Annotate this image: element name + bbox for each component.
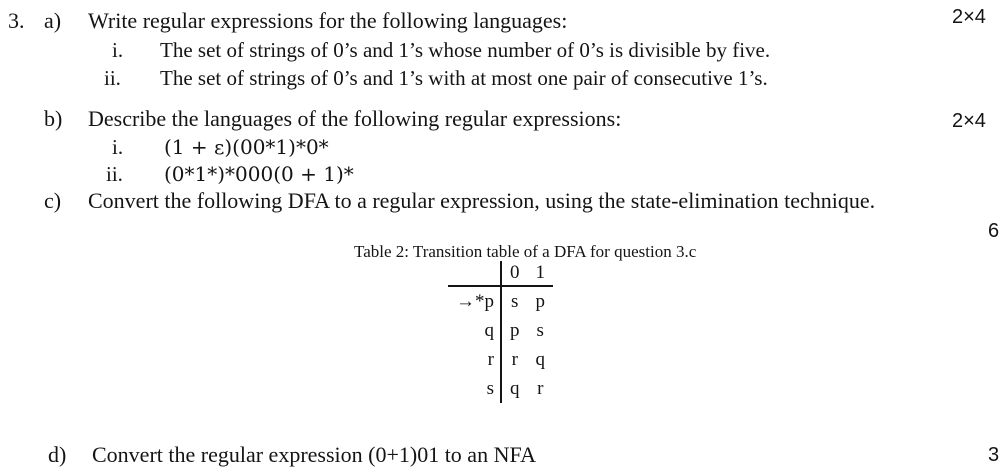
dfa-transition-table [448, 261, 553, 403]
table-cell-0: r [511, 348, 518, 370]
part-d-text: Convert the regular expression (0+1)01 to an NFA [92, 442, 536, 467]
table-header-1: 1 [528, 261, 554, 286]
part-b-marks: 2×4 [952, 110, 986, 132]
table-state-cell: s [448, 374, 501, 403]
part-a-label: a) [44, 8, 62, 33]
table-header-0: 0 [501, 261, 528, 286]
table-row [448, 286, 553, 316]
table-header-state [448, 261, 501, 286]
part-a-item-i-text: The set of strings of 0’s and 1’s whose number of 0’s is divisible by five. [160, 38, 771, 62]
part-c-marks: 6 [988, 220, 1000, 242]
part-c-label: c) [44, 188, 62, 213]
part-a-text: Write regular expressions for the following languages: [88, 8, 568, 33]
part-a-item-i-num: i. [112, 38, 124, 62]
table-cell-1: r [537, 377, 544, 399]
table-cell-0: p [510, 319, 520, 341]
part-b-item-ii-num: ii. [106, 162, 123, 186]
part-b-item-ii-expr: (0*1*)*000(0 + 1)* [164, 162, 354, 186]
part-b-item-i-expr: (1 + ε)(00*1)*0* [164, 135, 329, 159]
part-a-item-ii-num: ii. [104, 66, 121, 90]
table-state-cell: q [448, 316, 501, 345]
part-a-marks: 2×4 [952, 6, 986, 28]
table-state-cell: →*p [448, 286, 501, 316]
table-cell-1: p [535, 290, 545, 312]
table-cell-1: s [536, 319, 544, 341]
part-b-label: b) [44, 106, 63, 131]
table-cell-0: q [510, 377, 520, 399]
part-a-item-ii-text: The set of strings of 0’s and 1’s with at most one pair of consecutive 1’s. [160, 66, 768, 90]
part-c-text: Convert the following DFA to a regular expression, using the state-elimination technique. [88, 188, 876, 213]
table-caption: Table 2: Transition table of a DFA for question 3.c [354, 242, 697, 261]
part-d-marks: 3 [988, 444, 1000, 466]
table-cell-0: s [511, 290, 519, 312]
question-number: 3. [8, 8, 25, 33]
table-row [448, 345, 553, 374]
table-row [448, 374, 553, 403]
part-d-label: d) [48, 442, 67, 467]
table-state-cell: r [448, 345, 501, 374]
part-b-text: Describe the languages of the following regular expressions: [88, 106, 622, 131]
table-cell-1: q [535, 348, 545, 370]
part-b-item-i-num: i. [112, 135, 124, 159]
table-row [448, 316, 553, 345]
